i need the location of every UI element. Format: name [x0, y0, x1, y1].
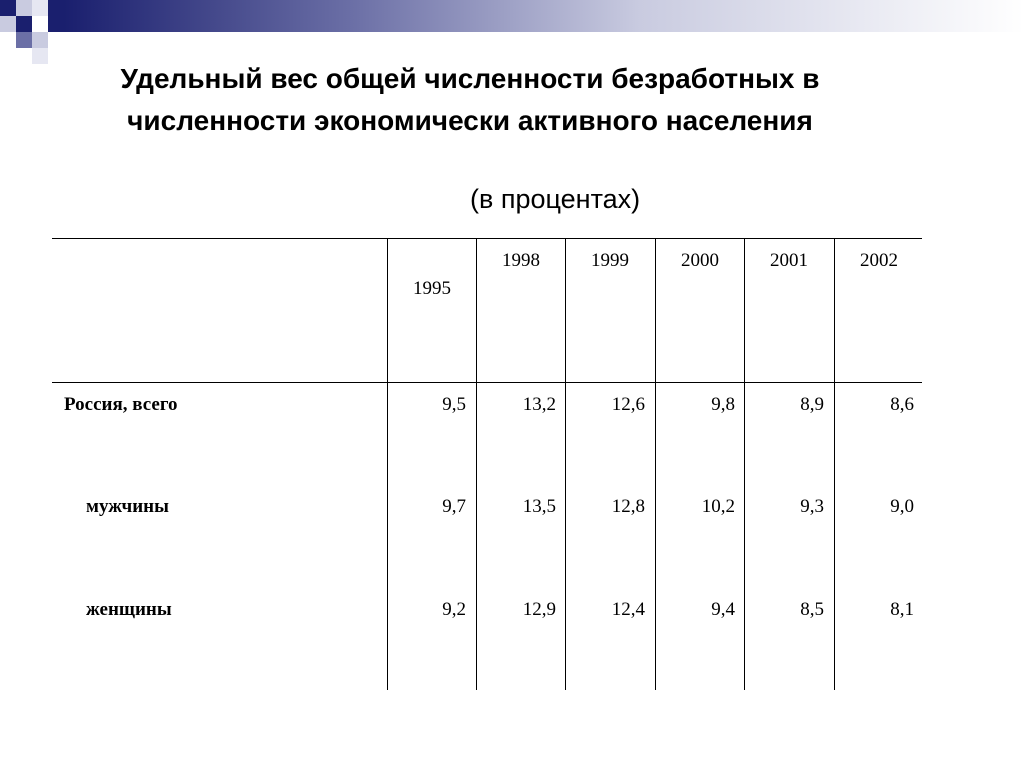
table-cell: 10,2 — [701, 496, 735, 517]
table-col-divider-2 — [476, 238, 477, 690]
decor-square-8 — [16, 32, 32, 48]
table-header-1998: 1998 — [502, 250, 540, 271]
slide-title: Удельный вес общей численности безработных в численности экономически активного населения — [120, 63, 820, 136]
table-cell: 13,2 — [522, 394, 556, 415]
slide-subtitle: (в процентах) — [470, 184, 641, 214]
table-cell: 9,5 — [442, 394, 466, 415]
header-gradient-band — [64, 0, 1024, 32]
decor-square-7 — [32, 32, 48, 48]
table-cell: 8,1 — [890, 599, 914, 620]
table-cell: 8,5 — [800, 599, 824, 620]
table-cell: 12,8 — [611, 496, 645, 517]
table-cell: 8,9 — [800, 394, 824, 415]
table-col-divider-5 — [744, 238, 745, 690]
decor-square-6 — [48, 0, 64, 32]
table-row-label-women: женщины — [86, 599, 172, 620]
decor-square-1 — [0, 0, 16, 16]
decor-square-9 — [32, 48, 48, 64]
table-header-1999: 1999 — [591, 250, 629, 271]
table-cell: 8,6 — [890, 394, 914, 415]
table-col-divider-1 — [387, 238, 388, 690]
table-header-2000: 2000 — [681, 250, 719, 271]
table-col-divider-4 — [655, 238, 656, 690]
table-cell: 9,0 — [890, 496, 914, 517]
table-col-divider-6 — [834, 238, 835, 690]
table-cell: 9,8 — [711, 394, 735, 415]
decor-square-2 — [16, 0, 32, 16]
table-cell: 9,7 — [442, 496, 466, 517]
table-header-2002: 2002 — [860, 250, 898, 271]
table-cell: 12,9 — [522, 599, 556, 620]
table-col-divider-3 — [565, 238, 566, 690]
table-row-label-total: Россия, всего — [64, 394, 178, 415]
table-cell: 12,6 — [611, 394, 645, 415]
table-cell: 9,2 — [442, 599, 466, 620]
decor-square-5 — [32, 0, 48, 16]
decor-square-4 — [16, 16, 32, 32]
table-header-rule — [52, 382, 922, 383]
table-row-label-men: мужчины — [86, 496, 169, 517]
decor-square-3 — [0, 16, 16, 32]
table-cell: 13,5 — [522, 496, 556, 517]
table-header-1995: 1995 — [413, 278, 451, 299]
table-cell: 12,4 — [611, 599, 645, 620]
table-top-rule — [52, 238, 922, 239]
table-header-2001: 2001 — [770, 250, 808, 271]
table-cell: 9,4 — [711, 599, 735, 620]
table-cell: 9,3 — [800, 496, 824, 517]
